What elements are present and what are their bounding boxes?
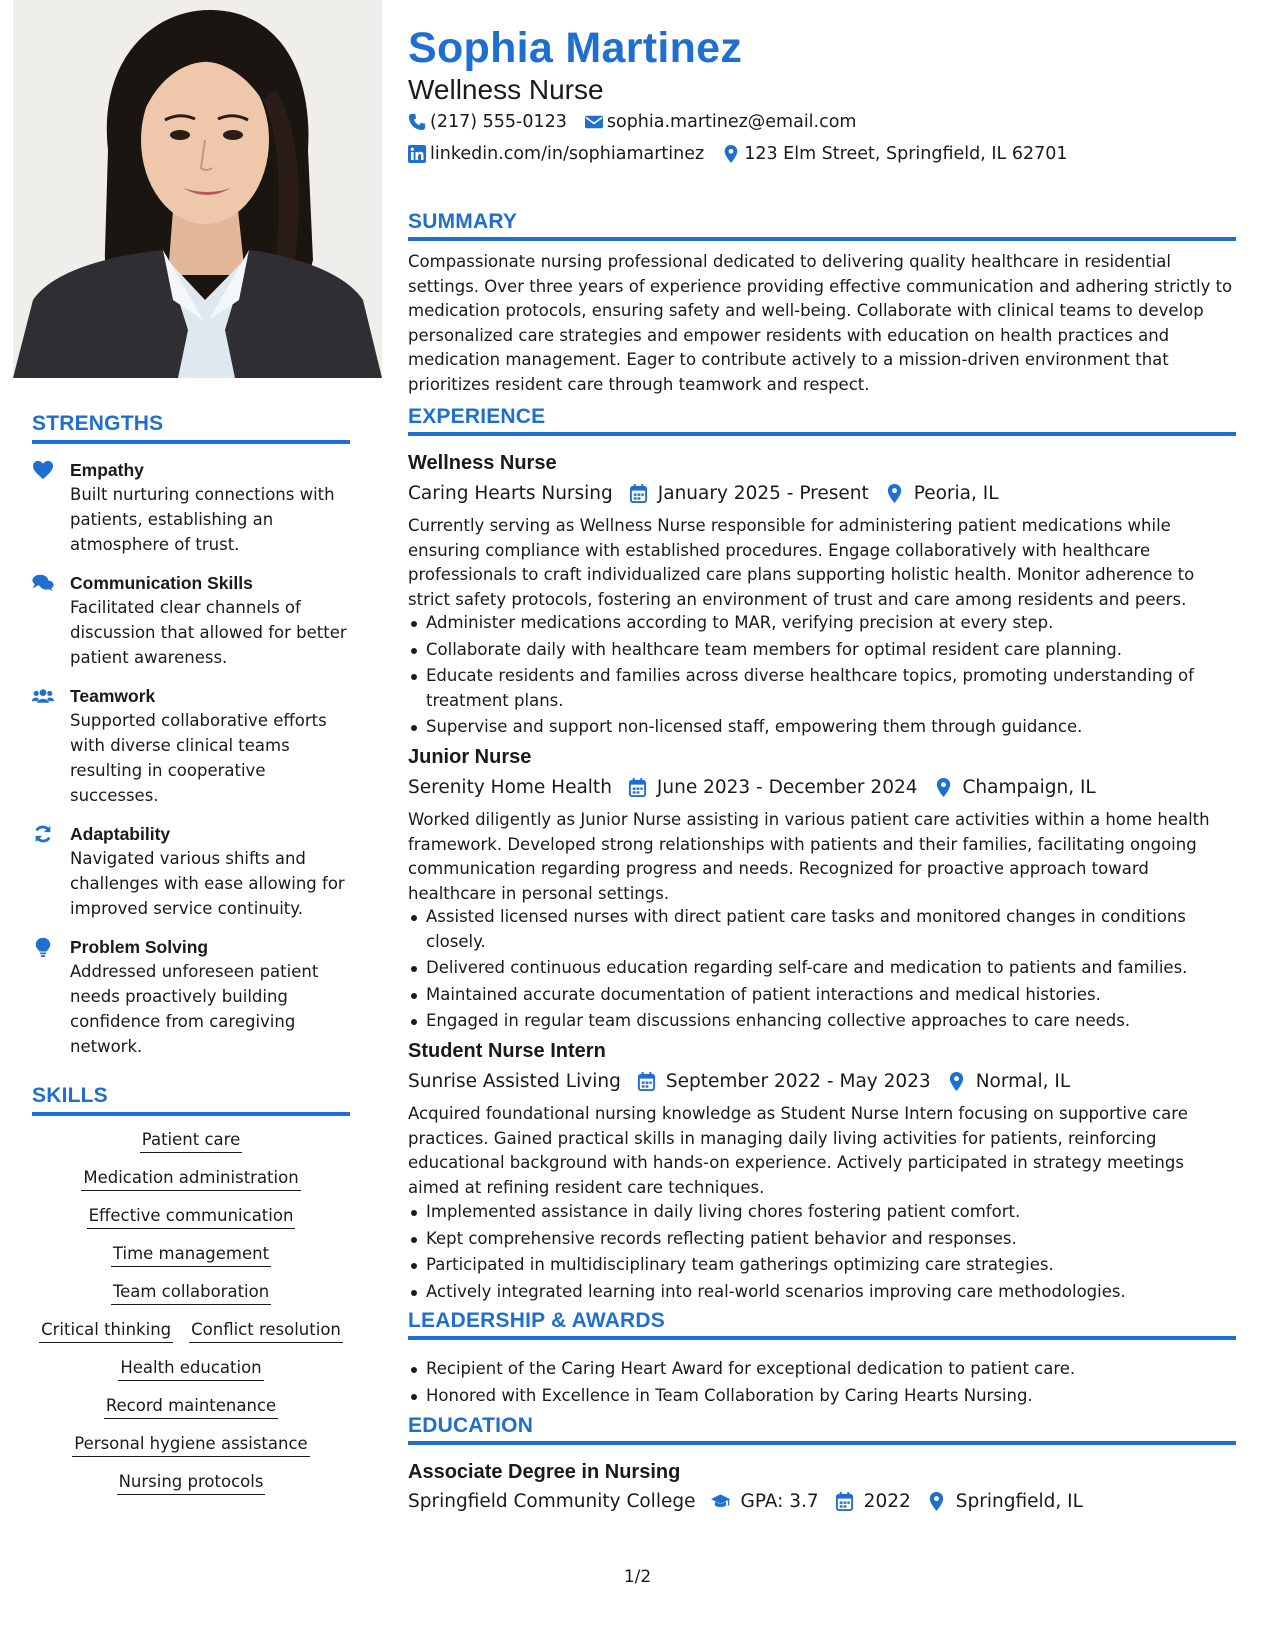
skill-tag: Critical thinking	[39, 1320, 173, 1343]
skills-heading: SKILLS	[32, 1084, 350, 1116]
linkedin-icon	[408, 145, 426, 163]
sync-icon	[32, 822, 70, 921]
skill-tag: Record maintenance	[104, 1396, 278, 1419]
skill-tag: Effective communication	[87, 1206, 296, 1229]
education-heading: EDUCATION	[408, 1414, 1236, 1445]
job-location: Peoria, IL	[913, 483, 999, 504]
summary-heading: SUMMARY	[408, 210, 1236, 241]
job-meta	[408, 777, 1108, 798]
strength-title: Communication Skills	[70, 573, 253, 593]
strength-title: Adaptability	[70, 824, 171, 844]
graduation-year: 2022	[863, 1491, 911, 1512]
left-column	[0, 0, 382, 1650]
skill-tag: Personal hygiene assistance	[72, 1434, 309, 1457]
job-bullet: Actively integrated learning into real-world scenarios improving care methodologies.	[408, 1280, 1236, 1305]
address-item	[722, 144, 1067, 164]
skill-row	[32, 1166, 350, 1190]
job-bullet: Delivered continuous education regarding self-care and medication to patients and families.	[408, 956, 1236, 981]
job-bullet: Administer medications according to MAR, verifying precision at every step.	[408, 611, 1236, 636]
awards-heading: LEADERSHIP & AWARDS	[408, 1309, 1236, 1340]
degree-title: Associate Degree in Nursing	[408, 1461, 681, 1483]
job-bullet: Engaged in regular team discussions enhancing collective approaches to care needs.	[408, 1009, 1236, 1034]
address-text: 123 Elm Street, Springfield, IL 62701	[744, 144, 1068, 164]
school-location: Springfield, IL	[955, 1491, 1083, 1512]
award-item: Recipient of the Caring Heart Award for exceptional dedication to patient care.	[408, 1357, 1236, 1382]
envelope-icon	[585, 113, 603, 131]
strength-item	[32, 684, 350, 808]
strength-desc: Addressed unforeseen patient needs proactively building confidence from caregiving network.	[70, 962, 319, 1056]
phone-text: (217) 555-0123	[430, 112, 567, 132]
skill-row	[32, 1280, 350, 1304]
map-marker-icon	[927, 1492, 946, 1511]
email-text[interactable]: sophia.martinez@email.com	[606, 112, 857, 132]
calendar-icon	[835, 1492, 854, 1511]
profile-photo-image	[13, 0, 382, 378]
skill-row	[32, 1242, 350, 1266]
calendar-icon	[637, 1072, 656, 1091]
skill-row	[32, 1318, 350, 1342]
job-bullet: Supervise and support non-licensed staff, empowering them through guidance.	[408, 715, 1236, 740]
experience-heading: EXPERIENCE	[408, 405, 1236, 436]
candidate-name: Sophia Martinez	[408, 24, 743, 72]
skill-row	[32, 1394, 350, 1418]
job-title: Junior Nurse	[408, 746, 532, 768]
skills-list	[32, 1128, 350, 1494]
candidate-title: Wellness Nurse	[408, 74, 604, 105]
award-item: Honored with Excellence in Team Collaboration by Caring Hearts Nursing.	[408, 1384, 1236, 1409]
strength-item	[32, 571, 350, 670]
job-description: Worked diligently as Junior Nurse assisting in various patient care activities within a home health framework. Developed strong relationships with patients and their families, facilitating ongoing communication regarding progress and needs. Recognized for proactive approach toward healthcare in personal settings.	[408, 810, 1210, 903]
phone-icon	[408, 113, 426, 131]
page-number: 1/2	[623, 1567, 652, 1587]
skill-tag: Medication administration	[81, 1168, 300, 1191]
comments-icon	[32, 571, 70, 670]
skill-tag: Team collaboration	[111, 1282, 271, 1305]
job-description: Acquired foundational nursing knowledge as Student Nurse Intern focusing on supportive care practices. Gained practical skills in managing daily living activities for patients, reinforcing educational background with hands-on experience. Actively participated in strategy meetings aimed at refining resident care techniques.	[408, 1104, 1188, 1197]
map-marker-icon	[947, 1072, 966, 1091]
map-marker-icon	[722, 145, 740, 163]
education-meta	[408, 1491, 1095, 1512]
skill-tag: Health education	[118, 1358, 263, 1381]
job-bullet: Maintained accurate documentation of patient interactions and medical histories.	[408, 983, 1236, 1008]
awards-list	[408, 1357, 1236, 1410]
heart-icon	[32, 458, 70, 557]
job-title: Student Nurse Intern	[408, 1040, 606, 1062]
job-dates: June 2023 - December 2024	[656, 777, 918, 798]
graduation-cap-icon	[711, 1492, 730, 1511]
linkedin-text[interactable]: linkedin.com/in/sophiamartinez	[430, 144, 705, 164]
users-icon	[32, 684, 70, 808]
email-item[interactable]	[585, 112, 857, 132]
strength-title: Empathy	[70, 460, 144, 480]
job-bullets	[408, 905, 1236, 1036]
strength-desc: Built nurturing connections with patients, establishing an atmosphere of trust.	[70, 485, 335, 554]
profile-photo	[13, 0, 382, 378]
map-marker-icon	[885, 484, 904, 503]
strength-desc: Navigated various shifts and challenges with ease allowing for improved service continuity.	[70, 849, 345, 918]
strength-item	[32, 822, 350, 921]
job-company: Sunrise Assisted Living	[408, 1071, 621, 1092]
skill-row	[32, 1128, 350, 1152]
calendar-icon	[629, 484, 648, 503]
job-company: Caring Hearts Nursing	[408, 483, 613, 504]
job-description: Currently serving as Wellness Nurse responsible for administering patient medications while ensuring compliance with established procedures. Engage collaboratively with healthcare professionals to craft individualized care plans supporting holistic health. Monitor adherence to strict safety protocols, fostering an environment of trust and care among residents and peers.	[408, 516, 1195, 609]
skill-row	[32, 1432, 350, 1456]
skill-row	[32, 1204, 350, 1228]
linkedin-item[interactable]	[408, 144, 704, 164]
job-dates: January 2025 - Present	[657, 483, 869, 504]
job-meta	[408, 483, 1011, 504]
skill-tag: Conflict resolution	[189, 1320, 343, 1343]
phone-item	[408, 112, 567, 132]
job-title: Wellness Nurse	[408, 452, 557, 474]
map-marker-icon	[934, 778, 953, 797]
summary-text: Compassionate nursing professional dedicated to delivering quality healthcare in residential settings. Over three years of experience providing effective communication and adhering strictly to medication protocols, ensuring safety and well-being. Collaborate with clinical teams to develop personalized care strategies and empower residents with education on health practices and medication management. Eager to contribute actively to a mission-driven environment that prioritizes resident care through teamwork and respect.	[408, 252, 1233, 394]
job-dates: September 2022 - May 2023	[665, 1071, 931, 1092]
calendar-icon	[628, 778, 647, 797]
contact-row	[408, 112, 874, 132]
job-location: Champaign, IL	[962, 777, 1096, 798]
school-name: Springfield Community College	[408, 1491, 696, 1512]
job-bullet: Kept comprehensive records reflecting patient behavior and responses.	[408, 1227, 1236, 1252]
skill-tag: Time management	[111, 1244, 271, 1267]
lightbulb-icon	[32, 935, 70, 1059]
job-bullet: Collaborate daily with healthcare team members for optimal resident care planning.	[408, 638, 1236, 663]
job-bullets	[408, 1200, 1236, 1306]
contact-row	[408, 144, 1086, 164]
job-bullets	[408, 611, 1236, 742]
job-bullet: Participated in multidisciplinary team gatherings optimizing care strategies.	[408, 1253, 1236, 1278]
gpa: GPA: 3.7	[740, 1491, 819, 1512]
job-company: Serenity Home Health	[408, 777, 612, 798]
strengths-list	[32, 458, 350, 1073]
strengths-heading: STRENGTHS	[32, 412, 350, 444]
job-bullet: Assisted licensed nurses with direct patient care tasks and monitored changes in conditions closely.	[408, 905, 1236, 954]
job-bullet: Educate residents and families across diverse healthcare topics, promoting understanding of treatment plans.	[408, 664, 1236, 713]
job-location: Normal, IL	[975, 1071, 1071, 1092]
strength-title: Teamwork	[70, 686, 156, 706]
strength-title: Problem Solving	[70, 937, 209, 957]
strength-desc: Facilitated clear channels of discussion that allowed for better patient awareness.	[70, 598, 347, 667]
strength-item	[32, 935, 350, 1059]
job-bullet: Implemented assistance in daily living chores fostering patient comfort.	[408, 1200, 1236, 1225]
skill-row	[32, 1356, 350, 1380]
job-meta	[408, 1071, 1082, 1092]
strength-desc: Supported collaborative efforts with diverse clinical teams resulting in cooperative successes.	[70, 711, 327, 805]
skill-tag: Patient care	[140, 1130, 242, 1153]
skill-tag: Nursing protocols	[117, 1472, 266, 1495]
strength-item	[32, 458, 350, 557]
skill-row	[32, 1470, 350, 1494]
